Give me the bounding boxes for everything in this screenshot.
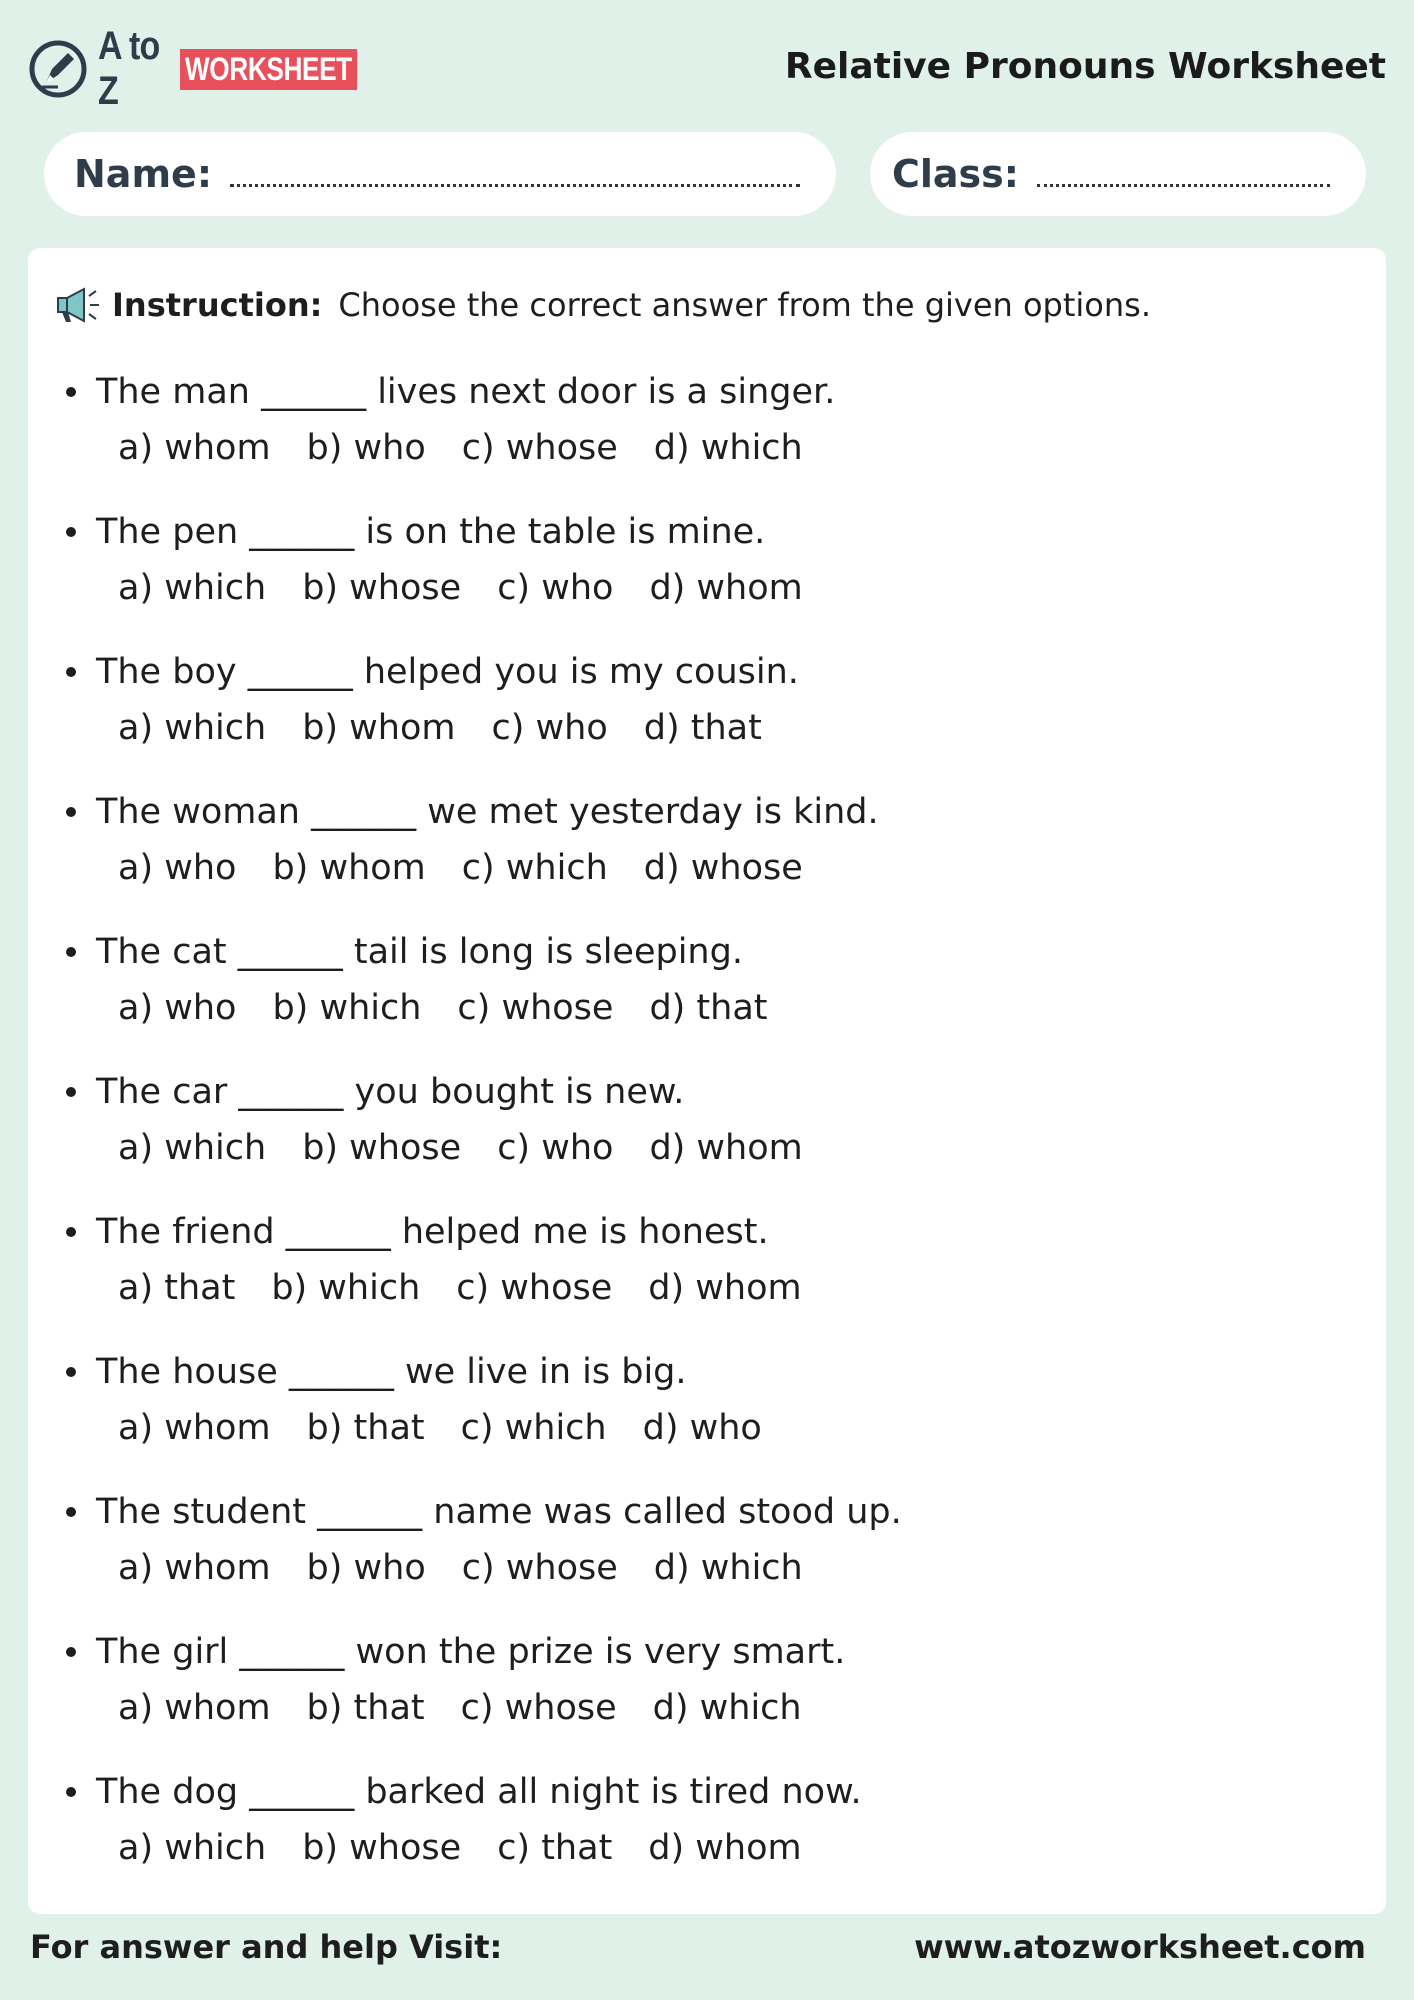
option-c[interactable]: c) whose <box>456 1268 613 1308</box>
question-text: The boy ______ helped you is my cousin. <box>96 652 799 692</box>
option-c[interactable]: c) who <box>497 568 614 608</box>
option-a[interactable]: a) which <box>118 1128 267 1168</box>
question-item <box>58 366 1366 506</box>
option-a[interactable]: a) whom <box>118 1688 271 1728</box>
option-c[interactable]: c) whose <box>457 988 614 1028</box>
option-d[interactable]: d) which <box>653 428 803 468</box>
option-b[interactable]: b) that <box>306 1408 425 1448</box>
option-b[interactable]: b) who <box>306 428 426 468</box>
option-c[interactable]: c) whose <box>460 1688 617 1728</box>
option-c[interactable]: c) which <box>460 1408 607 1448</box>
worksheet-title: Relative Pronouns Worksheet <box>784 46 1386 87</box>
class-label: Class: <box>892 152 1019 196</box>
option-c[interactable]: c) who <box>497 1128 614 1168</box>
option-b[interactable]: b) whom <box>272 848 426 888</box>
option-c[interactable]: c) whose <box>461 428 618 468</box>
question-text: The friend ______ helped me is honest. <box>96 1212 769 1252</box>
instruction-label: Instruction: <box>112 286 323 324</box>
option-d[interactable]: d) whom <box>649 1128 803 1168</box>
footer-help-text: For answer and help Visit: <box>30 1928 503 1966</box>
option-b[interactable]: b) whom <box>302 708 456 748</box>
question-text: The student ______ name was called stood up. <box>96 1492 902 1532</box>
pen-logo-icon <box>28 39 88 99</box>
option-a[interactable]: a) which <box>118 708 267 748</box>
bullet <box>66 1647 76 1657</box>
option-b[interactable]: b) whose <box>302 1128 462 1168</box>
question-text: The man ______ lives next door is a singer. <box>96 372 836 412</box>
option-a[interactable]: a) whom <box>118 1408 271 1448</box>
question-list <box>58 366 1366 1906</box>
question-text: The girl ______ won the prize is very smart. <box>96 1632 846 1672</box>
question-item <box>58 1486 1366 1626</box>
question-item <box>58 1346 1366 1486</box>
question-text: The pen ______ is on the table is mine. <box>96 512 766 552</box>
name-label: Name: <box>74 152 213 196</box>
question-text: The cat ______ tail is long is sleeping. <box>96 932 743 972</box>
bullet <box>66 1087 76 1097</box>
bullet <box>66 387 76 397</box>
option-d[interactable]: d) which <box>653 1548 803 1588</box>
bullet <box>66 807 76 817</box>
option-c[interactable]: c) who <box>491 708 608 748</box>
option-b[interactable]: b) that <box>306 1688 425 1728</box>
question-item <box>58 506 1366 646</box>
option-a[interactable]: a) which <box>118 568 267 608</box>
option-d[interactable]: d) which <box>652 1688 802 1728</box>
option-d[interactable]: d) whom <box>648 1268 802 1308</box>
option-a[interactable]: a) which <box>118 1828 267 1868</box>
class-dotted-line[interactable] <box>1037 184 1330 187</box>
instruction-text: Choose the correct answer from the given options. <box>338 286 1151 324</box>
question-item <box>58 1066 1366 1206</box>
bullet <box>66 667 76 677</box>
bullet <box>66 1367 76 1377</box>
megaphone-icon <box>54 284 102 326</box>
worksheet-card <box>28 248 1386 1914</box>
page-header <box>28 24 1386 113</box>
website-link[interactable]: www.atozworksheet.com <box>914 1928 1366 1966</box>
option-b[interactable]: b) who <box>306 1548 426 1588</box>
option-d[interactable]: d) whom <box>649 568 803 608</box>
name-dotted-line[interactable] <box>230 184 800 187</box>
option-c[interactable]: c) which <box>461 848 608 888</box>
question-item <box>58 1206 1366 1346</box>
option-a[interactable]: a) who <box>118 988 237 1028</box>
option-b[interactable]: b) whose <box>302 568 462 608</box>
option-d[interactable]: d) that <box>649 988 768 1028</box>
question-text: The dog ______ barked all night is tired now. <box>96 1772 862 1812</box>
bullet <box>66 527 76 537</box>
bullet <box>66 947 76 957</box>
bullet <box>66 1227 76 1237</box>
question-text: The house ______ we live in is big. <box>96 1352 687 1392</box>
option-d[interactable]: d) whom <box>648 1828 802 1868</box>
option-a[interactable]: a) that <box>118 1268 236 1308</box>
logo-text: A to Z <box>98 24 160 113</box>
bullet <box>66 1507 76 1517</box>
option-a[interactable]: a) whom <box>118 1548 271 1588</box>
option-c[interactable]: c) that <box>497 1828 613 1868</box>
option-d[interactable]: d) who <box>642 1408 762 1448</box>
question-text: The woman ______ we met yesterday is kind. <box>96 792 879 832</box>
instruction-line <box>54 284 1151 326</box>
logo-badge: WORKSHEET <box>180 49 357 90</box>
option-d[interactable]: d) that <box>643 708 762 748</box>
question-item <box>58 646 1366 786</box>
question-item <box>58 786 1366 926</box>
option-b[interactable]: b) which <box>271 1268 421 1308</box>
question-item <box>58 926 1366 1066</box>
name-field[interactable] <box>44 132 836 216</box>
option-a[interactable]: a) who <box>118 848 237 888</box>
option-b[interactable]: b) whose <box>302 1828 462 1868</box>
option-c[interactable]: c) whose <box>461 1548 618 1588</box>
option-d[interactable]: d) whose <box>643 848 803 888</box>
question-text: The car ______ you bought is new. <box>96 1072 685 1112</box>
option-b[interactable]: b) which <box>272 988 422 1028</box>
question-item <box>58 1766 1366 1906</box>
class-field[interactable] <box>870 132 1366 216</box>
question-item <box>58 1626 1366 1766</box>
bullet <box>66 1787 76 1797</box>
site-logo[interactable] <box>28 24 396 113</box>
option-a[interactable]: a) whom <box>118 428 271 468</box>
page-footer <box>30 1928 1366 1972</box>
